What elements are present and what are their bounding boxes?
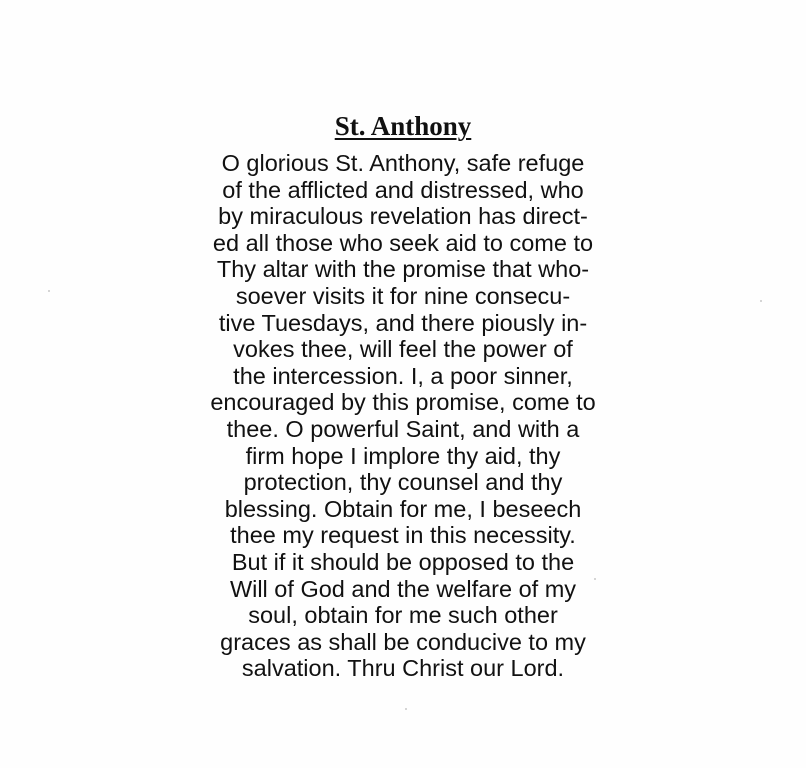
prayer-line: protection, thy counsel and thy	[243, 469, 563, 496]
prayer-line: tive Tuesdays, and there piously in-	[218, 309, 588, 336]
prayer-line: Thy altar with the promise that who-	[216, 256, 590, 283]
prayer-line: thee my request in this necessity.	[230, 522, 576, 549]
scan-speck	[405, 708, 407, 710]
prayer-line: graces as shall be conducive to my	[220, 628, 586, 655]
prayer-line: encouraged by this promise, come to	[210, 389, 596, 416]
prayer-line: of the afflicted and distressed, who	[222, 176, 584, 203]
prayer-line: vokes thee, will feel the power of	[233, 336, 573, 363]
prayer-line: blessing. Obtain for me, I beseech	[224, 495, 582, 522]
prayer-line: But if it should be opposed to the	[231, 548, 575, 575]
prayer-body	[0, 150, 806, 682]
prayer-line: by miraculous revelation has direct-	[218, 203, 588, 230]
prayer-line: firm hope I implore thy aid, thy	[245, 442, 561, 469]
prayer-line: ed all those who seek aid to come to	[212, 229, 594, 256]
prayer-line: salvation. Thru Christ our Lord.	[241, 655, 565, 682]
prayer-line: Will of God and the welfare of my	[229, 575, 577, 602]
prayer-line: thee. O powerful Saint, and with a	[226, 415, 580, 442]
prayer-line: soul, obtain for me such other	[248, 602, 558, 629]
prayer-line: the intercession. I, a poor sinner,	[233, 362, 573, 389]
prayer-line: soever visits it for nine consecu-	[235, 282, 571, 309]
prayer-line: O glorious St. Anthony, safe refuge	[221, 150, 585, 176]
prayer-title: St. Anthony	[334, 111, 472, 141]
